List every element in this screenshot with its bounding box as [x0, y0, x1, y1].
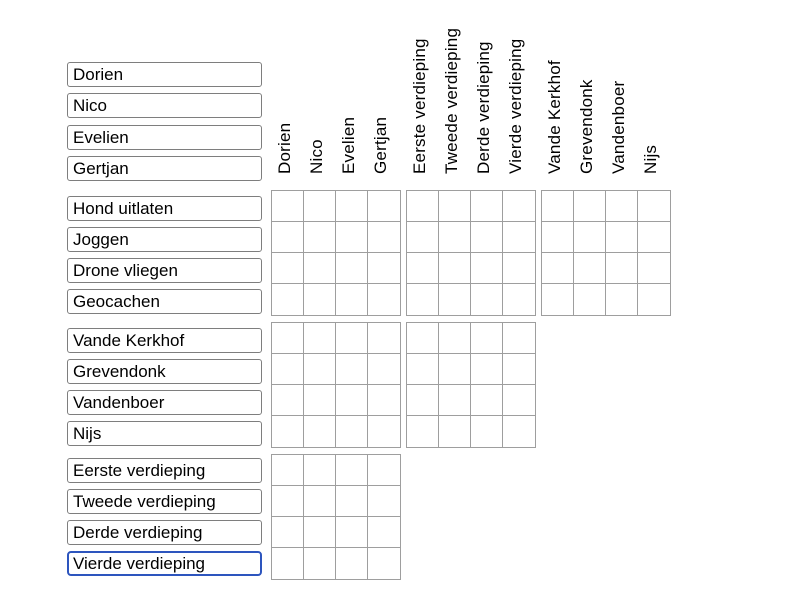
item-box-derde-verdieping[interactable]: Derde verdieping: [67, 520, 262, 545]
grid-floors-x-names: [271, 454, 401, 580]
grid-activities-x-floors: [406, 190, 536, 316]
grid-cell[interactable]: [368, 191, 400, 222]
grid-cell[interactable]: [407, 323, 439, 354]
grid-cell[interactable]: [606, 253, 638, 284]
column-header-nijs: Nijs: [641, 144, 660, 174]
grid-cell[interactable]: [503, 222, 535, 253]
grid-cell[interactable]: [336, 486, 368, 517]
grid-cell[interactable]: [336, 284, 368, 315]
grid-cell[interactable]: [638, 222, 670, 253]
grid-cell[interactable]: [272, 548, 304, 579]
grid-cell[interactable]: [272, 323, 304, 354]
grid-cell[interactable]: [272, 222, 304, 253]
grid-cell[interactable]: [471, 253, 503, 284]
grid-cell[interactable]: [574, 191, 606, 222]
grid-cell[interactable]: [272, 354, 304, 385]
item-box-hond-uitlaten[interactable]: Hond uitlaten: [67, 196, 262, 221]
grid-cell[interactable]: [471, 323, 503, 354]
column-header-vande-kerkhof: Vande Kerkhof: [545, 60, 564, 174]
grid-cell[interactable]: [503, 385, 535, 416]
grid-cell[interactable]: [272, 517, 304, 548]
grid-cell[interactable]: [368, 517, 400, 548]
grid-cell[interactable]: [503, 253, 535, 284]
grid-cell[interactable]: [336, 354, 368, 385]
column-header-dorien: Dorien: [275, 122, 294, 174]
grid-cell[interactable]: [439, 284, 471, 315]
grid-cell[interactable]: [368, 284, 400, 315]
item-box-grevendonk[interactable]: Grevendonk: [67, 359, 262, 384]
grid-cell[interactable]: [471, 385, 503, 416]
column-header-grevendonk: Grevendonk: [577, 79, 596, 174]
grid-cell[interactable]: [336, 548, 368, 579]
grid-cell[interactable]: [336, 222, 368, 253]
grid-cell[interactable]: [439, 385, 471, 416]
grid-cell[interactable]: [407, 354, 439, 385]
column-header-tweede-verdieping: Tweede verdieping: [442, 27, 461, 174]
item-box-vandenboer[interactable]: Vandenboer: [67, 390, 262, 415]
grid-cell[interactable]: [272, 191, 304, 222]
item-box-joggen[interactable]: Joggen: [67, 227, 262, 252]
item-box-gertjan[interactable]: Gertjan: [67, 156, 262, 181]
grid-activities-x-surnames: [541, 190, 671, 316]
grid-cell[interactable]: [503, 323, 535, 354]
grid-cell[interactable]: [407, 284, 439, 315]
grid-cell[interactable]: [272, 486, 304, 517]
grid-cell[interactable]: [368, 455, 400, 486]
grid-surnames-x-floors: [406, 322, 536, 448]
grid-cell[interactable]: [638, 284, 670, 315]
grid-cell[interactable]: [272, 284, 304, 315]
grid-cell[interactable]: [407, 191, 439, 222]
grid-cell[interactable]: [407, 385, 439, 416]
grid-cell[interactable]: [304, 385, 336, 416]
grid-cell[interactable]: [336, 253, 368, 284]
item-box-drone-vliegen[interactable]: Drone vliegen: [67, 258, 262, 283]
grid-cell[interactable]: [439, 253, 471, 284]
grid-cell[interactable]: [407, 253, 439, 284]
grid-cell[interactable]: [606, 222, 638, 253]
item-box-nico[interactable]: Nico: [67, 93, 262, 118]
item-box-eerste-verdieping[interactable]: Eerste verdieping: [67, 458, 262, 483]
grid-cell[interactable]: [304, 222, 336, 253]
grid-cell[interactable]: [272, 253, 304, 284]
grid-cell[interactable]: [471, 354, 503, 385]
grid-cell[interactable]: [336, 385, 368, 416]
grid-cell[interactable]: [407, 416, 439, 447]
item-box-vande-kerkhof[interactable]: Vande Kerkhof: [67, 328, 262, 353]
grid-cell[interactable]: [407, 222, 439, 253]
grid-cell[interactable]: [368, 486, 400, 517]
grid-cell[interactable]: [304, 455, 336, 486]
grid-cell[interactable]: [304, 416, 336, 447]
grid-cell[interactable]: [574, 284, 606, 315]
grid-cell[interactable]: [304, 548, 336, 579]
grid-cell[interactable]: [272, 416, 304, 447]
grid-cell[interactable]: [336, 323, 368, 354]
grid-cell[interactable]: [368, 253, 400, 284]
grid-cell[interactable]: [638, 253, 670, 284]
grid-cell[interactable]: [542, 222, 574, 253]
grid-cell[interactable]: [503, 284, 535, 315]
grid-cell[interactable]: [336, 455, 368, 486]
item-box-dorien[interactable]: Dorien: [67, 62, 262, 87]
grid-activities-x-names: [271, 190, 401, 316]
column-header-nico: Nico: [307, 139, 326, 174]
grid-cell[interactable]: [439, 416, 471, 447]
grid-cell[interactable]: [503, 191, 535, 222]
grid-cell[interactable]: [304, 517, 336, 548]
grid-cell[interactable]: [471, 416, 503, 447]
grid-cell[interactable]: [439, 323, 471, 354]
item-box-geocachen[interactable]: Geocachen: [67, 289, 262, 314]
grid-cell[interactable]: [439, 191, 471, 222]
grid-cell[interactable]: [503, 354, 535, 385]
grid-cell[interactable]: [471, 191, 503, 222]
grid-cell[interactable]: [471, 222, 503, 253]
column-header-eerste-verdieping: Eerste verdieping: [410, 38, 429, 174]
grid-cell[interactable]: [503, 416, 535, 447]
grid-cell[interactable]: [439, 354, 471, 385]
grid-cell[interactable]: [368, 416, 400, 447]
grid-cell[interactable]: [336, 517, 368, 548]
grid-cell[interactable]: [304, 486, 336, 517]
grid-cell[interactable]: [272, 385, 304, 416]
grid-cell[interactable]: [304, 323, 336, 354]
grid-cell[interactable]: [304, 191, 336, 222]
grid-cell[interactable]: [542, 253, 574, 284]
grid-cell[interactable]: [368, 354, 400, 385]
item-box-vierde-verdieping-focused[interactable]: Vierde verdieping: [67, 551, 262, 576]
column-header-gertjan: Gertjan: [371, 116, 390, 174]
grid-cell[interactable]: [606, 284, 638, 315]
grid-cell[interactable]: [368, 385, 400, 416]
grid-cell[interactable]: [304, 284, 336, 315]
column-header-vierde-verdieping: Vierde verdieping: [506, 38, 525, 174]
grid-cell[interactable]: [272, 455, 304, 486]
grid-cell[interactable]: [638, 191, 670, 222]
grid-surnames-x-names: [271, 322, 401, 448]
grid-cell[interactable]: [304, 253, 336, 284]
grid-cell[interactable]: [574, 253, 606, 284]
grid-cell[interactable]: [439, 222, 471, 253]
grid-cell[interactable]: [542, 284, 574, 315]
item-box-tweede-verdieping[interactable]: Tweede verdieping: [67, 489, 262, 514]
item-box-nijs[interactable]: Nijs: [67, 421, 262, 446]
grid-cell[interactable]: [336, 416, 368, 447]
item-box-evelien[interactable]: Evelien: [67, 125, 262, 150]
grid-cell[interactable]: [471, 284, 503, 315]
grid-cell[interactable]: [606, 191, 638, 222]
grid-cell[interactable]: [368, 548, 400, 579]
grid-cell[interactable]: [368, 323, 400, 354]
column-header-derde-verdieping: Derde verdieping: [474, 41, 493, 174]
column-header-vandenboer: Vandenboer: [609, 80, 628, 174]
grid-cell[interactable]: [542, 191, 574, 222]
grid-cell[interactable]: [368, 222, 400, 253]
grid-cell[interactable]: [574, 222, 606, 253]
grid-cell[interactable]: [336, 191, 368, 222]
grid-cell[interactable]: [304, 354, 336, 385]
column-header-evelien: Evelien: [339, 116, 358, 174]
